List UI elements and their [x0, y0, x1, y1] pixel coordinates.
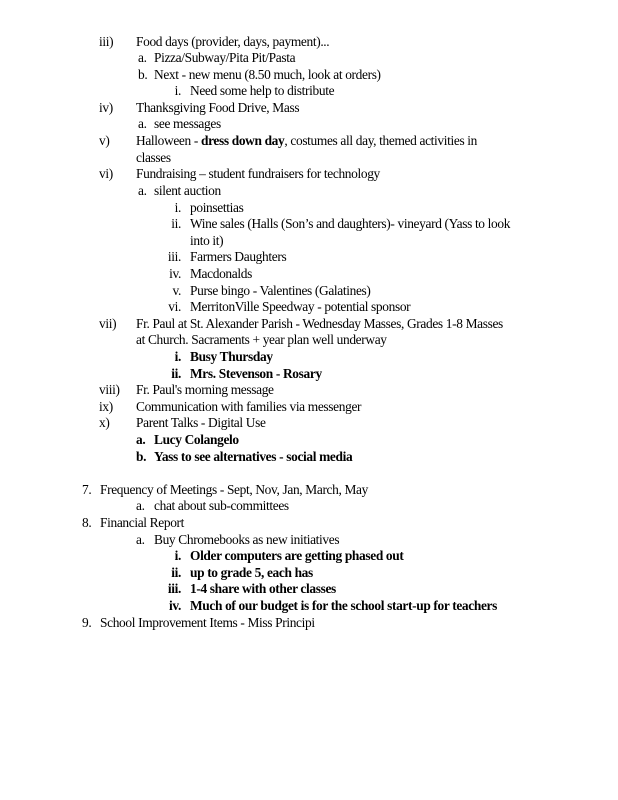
outline-item	[0, 431, 618, 448]
outline-item	[0, 248, 618, 265]
outline-item	[0, 497, 618, 514]
item-marker: iii)	[99, 34, 114, 49]
item-marker: a.	[138, 116, 147, 131]
bold-text-run: Much of our budget is for the school start-up for teachers	[190, 598, 498, 613]
text-run: Purse bingo - Valentines (Galatines)	[190, 283, 371, 298]
item-text	[190, 215, 510, 232]
outline-item	[0, 448, 618, 465]
item-marker: 8.	[82, 515, 92, 530]
item-text	[190, 597, 497, 614]
text-run: Fr. Paul at St. Alexander Parish - Wednesday Masses, Grades 1-8 Masses	[136, 316, 503, 331]
text-run: Halloween -	[136, 133, 201, 148]
item-text	[190, 348, 273, 365]
item-marker: iii.	[167, 581, 181, 596]
item-marker: iii.	[167, 249, 181, 264]
bold-text-run: Older computers are getting phased out	[190, 548, 404, 563]
item-text	[136, 381, 274, 398]
bold-text-run: Busy Thursday	[190, 349, 273, 364]
outline-item	[0, 282, 618, 299]
outline-item	[0, 315, 618, 332]
bold-text-run: Yass to see alternatives - social media	[154, 449, 353, 464]
item-marker: v)	[99, 133, 110, 148]
item-text	[154, 115, 221, 132]
outline-item	[0, 580, 618, 597]
item-text	[100, 514, 184, 531]
item-text	[136, 398, 361, 415]
outline-item	[0, 414, 618, 431]
outline-item	[0, 614, 618, 631]
item-text	[136, 315, 503, 332]
outline-item	[0, 215, 618, 232]
item-text	[154, 497, 289, 514]
outline-item	[0, 514, 618, 531]
bold-text-run: up to grade 5, each has	[190, 565, 313, 580]
text-run: at Church. Sacraments + year plan well underway	[136, 332, 387, 347]
item-text	[190, 199, 243, 216]
text-run: Thanksgiving Food Drive, Mass	[136, 100, 300, 115]
outline-item	[0, 149, 618, 166]
item-text	[190, 564, 313, 581]
outline-item	[0, 66, 618, 83]
outline-item	[0, 564, 618, 581]
item-text	[190, 298, 410, 315]
outline-item	[0, 298, 618, 315]
outline-item	[0, 331, 618, 348]
outline-item	[0, 531, 618, 548]
item-marker: i.	[174, 349, 181, 364]
outline-item	[0, 381, 618, 398]
text-run: into it)	[190, 233, 224, 248]
item-marker: vi.	[168, 299, 181, 314]
outline-item	[0, 481, 618, 498]
text-run: Food days (provider, days, payment)...	[136, 34, 330, 49]
item-marker: viii)	[99, 382, 120, 397]
item-text	[136, 149, 171, 166]
outline-item	[0, 82, 618, 99]
outline-item	[0, 33, 618, 50]
bold-text-run: dress down day	[200, 133, 285, 148]
item-text	[154, 182, 221, 199]
item-text	[190, 365, 322, 382]
outline-item	[0, 49, 618, 66]
item-marker: iv.	[169, 598, 181, 613]
outline-item	[0, 365, 618, 382]
item-marker: i.	[174, 200, 181, 215]
outline-item	[0, 115, 618, 132]
item-marker: i.	[174, 548, 181, 563]
item-text	[154, 531, 339, 548]
text-run: classes	[136, 150, 171, 165]
outline-item	[0, 199, 618, 216]
item-text	[136, 99, 299, 116]
item-marker: a.	[136, 498, 145, 513]
outline-item	[0, 547, 618, 564]
item-marker: vi)	[99, 166, 113, 181]
item-text	[136, 165, 380, 182]
item-marker: a.	[136, 532, 145, 547]
outline-item	[0, 597, 618, 614]
item-marker: ix)	[99, 399, 113, 414]
item-marker: 7.	[82, 482, 92, 497]
item-text	[136, 331, 387, 348]
item-text	[154, 66, 381, 83]
outline-item	[0, 132, 618, 149]
item-marker: 9.	[82, 615, 92, 630]
outline-item	[0, 398, 618, 415]
item-text	[190, 232, 223, 249]
item-text	[136, 414, 266, 431]
item-text	[190, 248, 286, 265]
item-marker: ii.	[171, 216, 181, 231]
item-marker: vii)	[99, 316, 117, 331]
item-text	[154, 431, 239, 448]
outline-item	[0, 182, 618, 199]
item-text	[136, 33, 329, 50]
item-marker: v.	[172, 283, 181, 298]
item-marker: ii.	[171, 366, 181, 381]
outline-item	[0, 165, 618, 182]
text-run: see messages	[154, 116, 221, 131]
text-run: Fr. Paul's morning message	[136, 382, 274, 397]
text-run: Macdonalds	[190, 266, 252, 281]
text-run: chat about sub-committees	[154, 498, 289, 513]
bold-text-run: Lucy Colangelo	[154, 432, 239, 447]
outline-item	[0, 232, 618, 249]
item-marker: x)	[99, 415, 110, 430]
item-text	[190, 282, 371, 299]
text-run: Pizza/Subway/Pita Pit/Pasta	[154, 50, 296, 65]
item-text	[100, 481, 368, 498]
text-run: MerritonVille Speedway - potential sponsor	[190, 299, 411, 314]
item-text	[154, 448, 352, 465]
item-marker: b.	[136, 449, 147, 464]
text-run: poinsettias	[190, 200, 244, 215]
text-run: Buy Chromebooks as new initiatives	[154, 532, 340, 547]
item-text	[100, 614, 315, 631]
text-run: silent auction	[154, 183, 221, 198]
text-run: Wine sales (Halls (Son’s and daughters)- vineyard (Yass to look	[190, 216, 511, 231]
item-marker: i.	[174, 83, 181, 98]
text-run: Farmers Daughters	[190, 249, 287, 264]
item-text	[136, 132, 477, 149]
item-marker: a.	[138, 183, 147, 198]
text-run: Communication with families via messenger	[136, 399, 362, 414]
outline-item	[0, 99, 618, 116]
item-marker: a.	[136, 432, 146, 447]
item-text	[190, 547, 403, 564]
bold-text-run: Mrs. Stevenson - Rosary	[190, 366, 322, 381]
item-text	[190, 265, 252, 282]
item-text	[154, 49, 295, 66]
item-text	[190, 580, 336, 597]
text-run: , costumes all day, themed activities in	[284, 133, 478, 148]
outline-item	[0, 265, 618, 282]
text-run: Need some help to distribute	[190, 83, 335, 98]
item-text	[190, 82, 334, 99]
text-run: Parent Talks - Digital Use	[136, 415, 266, 430]
item-marker: b.	[138, 67, 148, 82]
bold-text-run: 1-4 share with other classes	[190, 581, 336, 596]
text-run: Fundraising – student fundraisers for technology	[136, 166, 380, 181]
outline-item	[0, 348, 618, 365]
item-marker: iv)	[99, 100, 113, 115]
text-run: Frequency of Meetings - Sept, Nov, Jan, March, May	[100, 482, 368, 497]
text-run: Financial Report	[100, 515, 185, 530]
item-marker: a.	[138, 50, 147, 65]
text-run: Next - new menu (8.50 much, look at orders)	[154, 67, 381, 82]
text-run: School Improvement Items - Miss Principi	[100, 615, 315, 630]
item-marker: iv.	[169, 266, 181, 281]
item-marker: ii.	[171, 565, 181, 580]
